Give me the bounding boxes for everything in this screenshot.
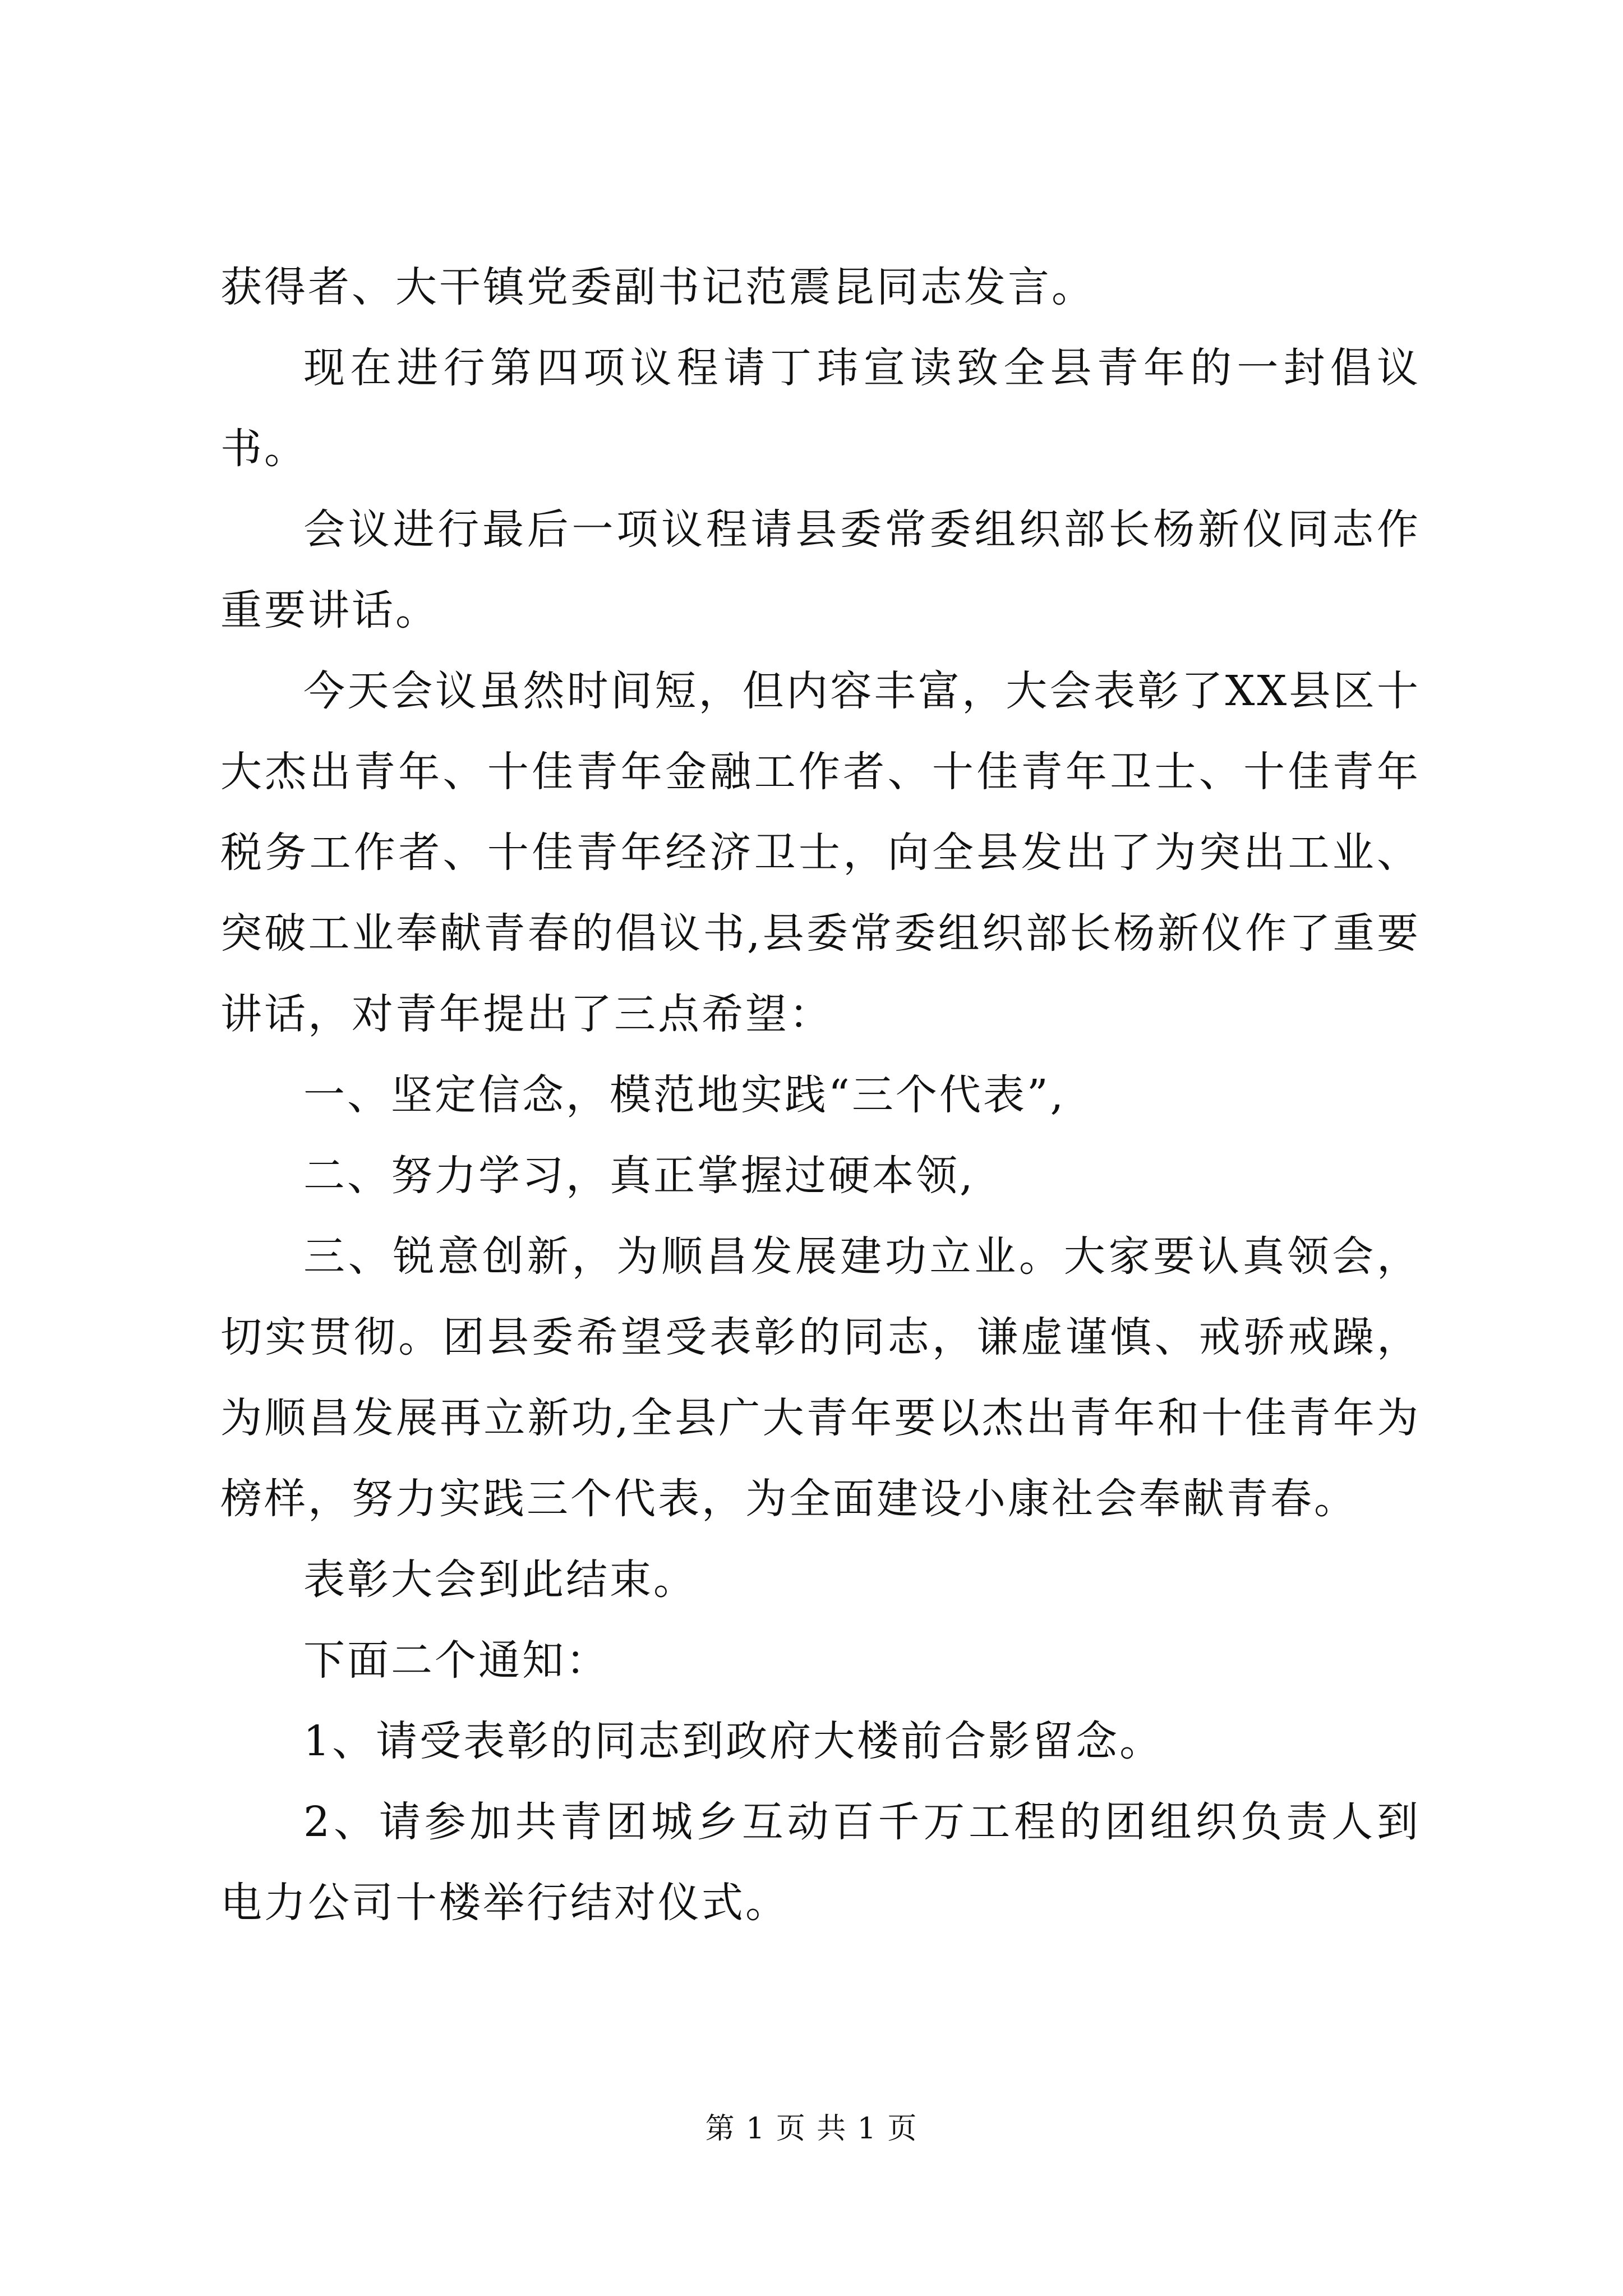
paragraph-item-four: 现在进行第四项议程请丁玮宣读致全县青年的一封倡议书。 — [220, 344, 1421, 473]
paragraph-summary: 今天会议虽然时间短，但内容丰富，大会表彰了XX县区十大杰出青年、十佳青年金融工作者、十佳青年卫士、十佳青年税务工作者、十佳青年经济卫士，向全县发出了为突出工业、突破工业奉献青春的倡议书,县委常委组织部长杨新仪作了重要讲话，对青年提出了三点希望： — [220, 667, 1421, 1038]
paragraph-continuation: 获得者、大干镇党委副书记范震昆同志发言。 — [220, 263, 1095, 311]
paragraph-notice-one: 1、请受表彰的同志到政府大楼前合影留念。 — [303, 1717, 1164, 1765]
paragraph-hope-three: 三、锐意创新，为顺昌发展建功立业。大家要认真领会，切实贯彻。团县委希望受表彰的同志，谦虚谨慎、戒骄戒躁，为顺昌发展再立新功,全县广大青年要以杰出青年和十佳青年为榜样，努力实践三个代表，为全面建设小康社会奉献青春。 — [220, 1232, 1421, 1523]
paragraph-hope-one: 一、坚定信念，模范地实践“三个代表”, — [303, 1071, 1066, 1119]
paragraph-notice-heading: 下面二个通知： — [303, 1636, 610, 1685]
document-body — [220, 247, 1421, 1943]
paragraph-final-item: 会议进行最后一项议程请县委常委组织部长杨新仪同志作重要讲话。 — [220, 505, 1421, 634]
paragraph-hope-two: 二、努力学习，真正掌握过硬本领, — [303, 1152, 975, 1200]
paragraph-closing: 表彰大会到此结束。 — [303, 1556, 697, 1604]
page-footer: 第 1 页 共 1 页 — [705, 2112, 918, 2146]
paragraph-notice-two: 2、请参加共青团城乡互动百千万工程的团组织负责人到电力公司十楼举行结对仪式。 — [220, 1798, 1421, 1927]
